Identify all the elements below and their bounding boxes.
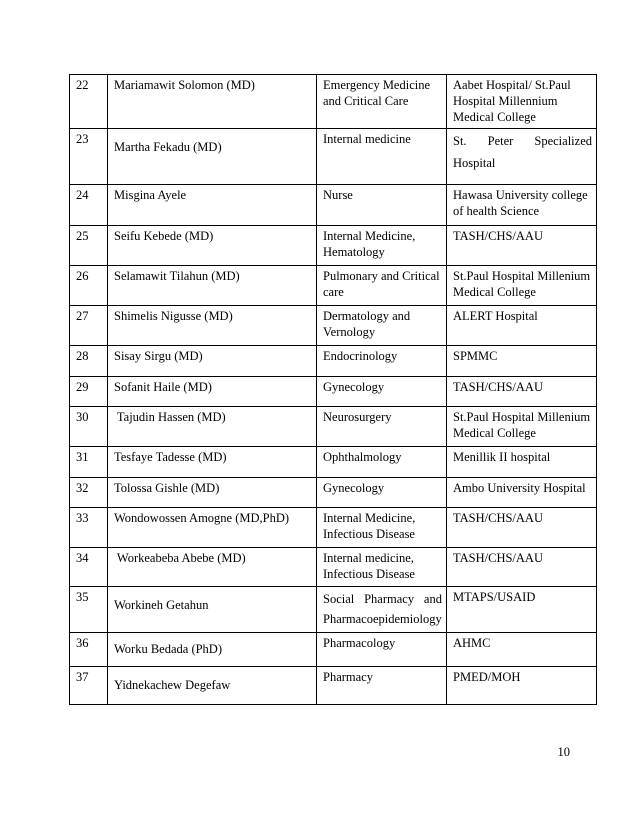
specialty: Neurosurgery bbox=[317, 407, 447, 447]
table-row bbox=[70, 587, 597, 633]
specialty: Pharmacy bbox=[317, 667, 447, 705]
specialty-word: Social bbox=[323, 592, 355, 606]
institution: SPMMC bbox=[447, 346, 597, 377]
institution: TASH/CHS/AAU bbox=[447, 377, 597, 407]
table-row bbox=[70, 407, 597, 447]
institution-line-1 bbox=[453, 131, 592, 151]
person-name: Misgina Ayele bbox=[108, 185, 317, 226]
row-number: 33 bbox=[70, 508, 108, 548]
specialty: Internal medicine, Infectious Disease bbox=[317, 548, 447, 587]
table-row bbox=[70, 129, 597, 185]
institution-cell bbox=[447, 129, 597, 185]
row-number: 23 bbox=[70, 129, 108, 185]
institution: Ambo University Hospital bbox=[447, 478, 597, 508]
specialty: Dermatology and Vernology bbox=[317, 306, 447, 346]
specialty: Internal Medicine, Hematology bbox=[317, 226, 447, 266]
table-row bbox=[70, 548, 597, 587]
row-number: 35 bbox=[70, 587, 108, 633]
person-name-cell bbox=[108, 587, 317, 633]
table-row bbox=[70, 346, 597, 377]
row-number: 31 bbox=[70, 447, 108, 478]
person-name: Tajudin Hassen (MD) bbox=[108, 407, 317, 447]
table-row bbox=[70, 478, 597, 508]
row-number: 27 bbox=[70, 306, 108, 346]
row-number: 30 bbox=[70, 407, 108, 447]
specialty: Gynecology bbox=[317, 478, 447, 508]
table-row bbox=[70, 266, 597, 306]
institution: Menillik II hospital bbox=[447, 447, 597, 478]
institution: St.Paul Hospital Millenium Medical College bbox=[447, 407, 597, 447]
table-row bbox=[70, 306, 597, 346]
person-name: Yidnekachew Degefaw bbox=[114, 678, 231, 692]
staff-roster-table bbox=[69, 74, 597, 705]
table-row bbox=[70, 633, 597, 667]
person-name: Seifu Kebede (MD) bbox=[108, 226, 317, 266]
institution-word: Peter bbox=[487, 134, 514, 148]
specialty: Nurse bbox=[317, 185, 447, 226]
row-number: 25 bbox=[70, 226, 108, 266]
institution: TASH/CHS/AAU bbox=[447, 226, 597, 266]
person-name: Wondowossen Amogne (MD,PhD) bbox=[108, 508, 317, 548]
institution-word: St. bbox=[453, 134, 467, 148]
specialty-word: Pharmacy bbox=[364, 592, 415, 606]
person-name-cell bbox=[108, 667, 317, 705]
specialty: Ophthalmology bbox=[317, 447, 447, 478]
specialty-line-2: Pharmacoepidemiology bbox=[323, 612, 442, 626]
institution: Hawasa University college of health Science bbox=[447, 185, 597, 226]
row-number: 34 bbox=[70, 548, 108, 587]
specialty-word: and bbox=[423, 592, 442, 606]
person-name: Mariamawit Solomon (MD) bbox=[108, 75, 317, 129]
institution: Aabet Hospital/ St.Paul Hospital Millennium Medical College bbox=[447, 75, 597, 129]
table-row bbox=[70, 508, 597, 548]
person-name: Tolossa Gishle (MD) bbox=[108, 478, 317, 508]
table-row bbox=[70, 75, 597, 129]
institution: AHMC bbox=[447, 633, 597, 667]
institution: ALERT Hospital bbox=[447, 306, 597, 346]
specialty-line-1 bbox=[323, 589, 442, 609]
specialty: Internal Medicine, Infectious Disease bbox=[317, 508, 447, 548]
person-name: Worku Bedada (PhD) bbox=[114, 642, 222, 656]
institution: MTAPS/USAID bbox=[447, 587, 597, 633]
person-name: Tesfaye Tadesse (MD) bbox=[108, 447, 317, 478]
institution: TASH/CHS/AAU bbox=[447, 508, 597, 548]
row-number: 29 bbox=[70, 377, 108, 407]
person-name-cell bbox=[108, 129, 317, 185]
person-name: Sisay Sirgu (MD) bbox=[108, 346, 317, 377]
row-number: 36 bbox=[70, 633, 108, 667]
table-row bbox=[70, 447, 597, 478]
row-number: 37 bbox=[70, 667, 108, 705]
specialty: Internal medicine bbox=[317, 129, 447, 185]
institution-line-2: Hospital bbox=[453, 156, 496, 170]
row-number: 32 bbox=[70, 478, 108, 508]
person-name-cell bbox=[108, 633, 317, 667]
person-name: Sofanit Haile (MD) bbox=[108, 377, 317, 407]
person-name: Workeabeba Abebe (MD) bbox=[108, 548, 317, 587]
specialty: Pulmonary and Critical care bbox=[317, 266, 447, 306]
specialty: Pharmacology bbox=[317, 633, 447, 667]
institution-word: Specialized bbox=[534, 134, 592, 148]
institution: TASH/CHS/AAU bbox=[447, 548, 597, 587]
table-row bbox=[70, 185, 597, 226]
row-number: 28 bbox=[70, 346, 108, 377]
person-name: Workineh Getahun bbox=[114, 598, 209, 612]
page-number: 10 bbox=[557, 745, 570, 759]
specialty: Emergency Medicine and Critical Care bbox=[317, 75, 447, 129]
row-number: 24 bbox=[70, 185, 108, 226]
person-name: Martha Fekadu (MD) bbox=[114, 140, 222, 154]
person-name: Selamawit Tilahun (MD) bbox=[108, 266, 317, 306]
table-row bbox=[70, 667, 597, 705]
row-number: 22 bbox=[70, 75, 108, 129]
specialty: Endocrinology bbox=[317, 346, 447, 377]
person-name: Shimelis Nigusse (MD) bbox=[108, 306, 317, 346]
institution: St.Paul Hospital Millenium Medical College bbox=[447, 266, 597, 306]
specialty-cell bbox=[317, 587, 447, 633]
specialty: Gynecology bbox=[317, 377, 447, 407]
institution: PMED/MOH bbox=[447, 667, 597, 705]
table-row bbox=[70, 226, 597, 266]
table-row bbox=[70, 377, 597, 407]
row-number: 26 bbox=[70, 266, 108, 306]
